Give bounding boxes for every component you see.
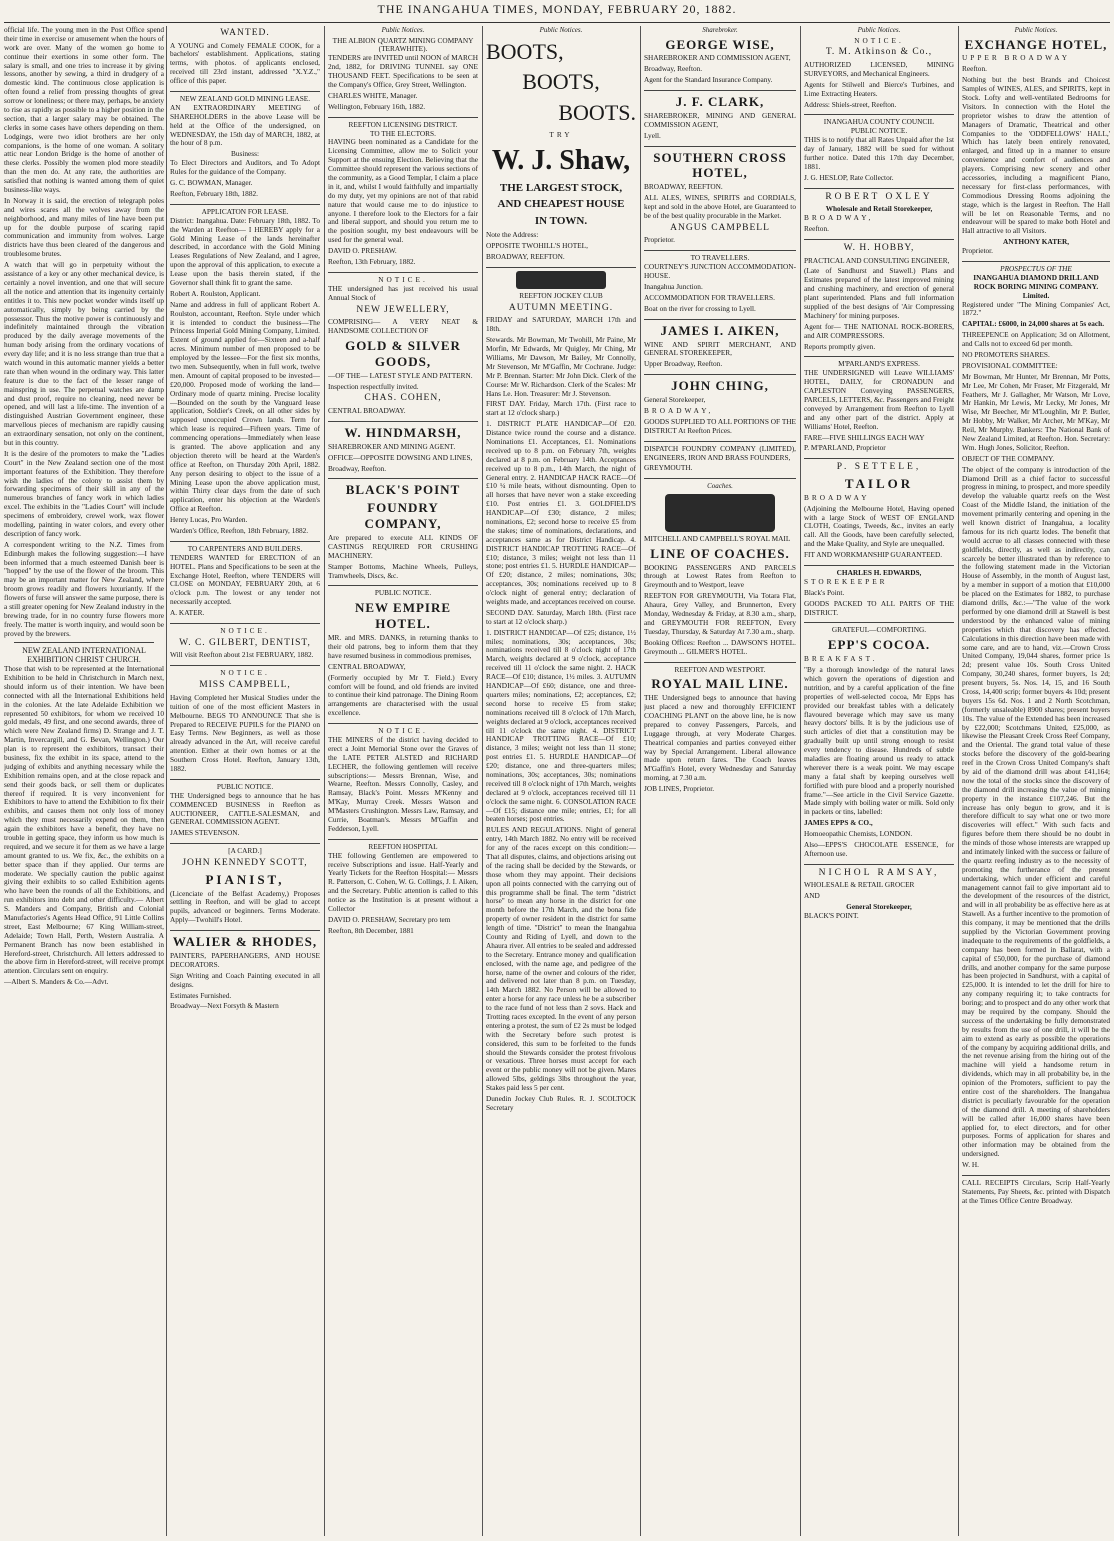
- ad-body: JAMES EPPS & CO.,: [804, 818, 873, 828]
- ad-body: RULES AND REGULATIONS. Night of general entry, 14th March 1882. No entry will be received for any of the races except on this condition:—That all disputes, claims, and objections arising out of the racing shall be decided by the Stewards, or those whom they may appoint. Their decisions upon all points connected with the carrying out of this programme shall be final. The term "district horse" to mean any horse in the district for one month before the 17th March, and the bona fide property of owner resident in the district for same length of time. "District" to mean the Inangahua County and Riding of Lyell, and down to the Ahaura river. All entries to be sealed and addressed to the Secretary. Entrance money and qualification enclosed, with the name age, and pedigree of the horse, name of the owner and colours of the rider, and delivered not later than 8 p.m. on Tuesday, 14th March 1882. No Person will be allowed to enter a horse for any race unless he be a subscriber to the race fund of not less than 2 sovs. Hack and Trotting races excepted. In the event of any person entering a protest, the sum of £2 2s must be lodged with the Secretary before such protest is considered, this sum to be forfeited to the funds should the Stewards consider the protest frivolous or vexatious. Three horses must accept for each event or the public money will not be given. Mares allowed 5lbs, geldings 3lbs throughout the year, Stakes paid less 5 per cent.: [486, 825, 636, 1093]
- advert: [328, 843, 478, 941]
- ad-title: BOOTS.: [558, 100, 636, 126]
- advert: [644, 254, 796, 319]
- advert: [170, 208, 320, 542]
- column-4: [486, 26, 636, 1536]
- ad-body: GOODS SUPPLIED TO ALL PORTIONS OF THE DISTRICT At Reefton Prices.: [644, 416, 796, 435]
- article-paragraph: A correspondent writing to the N.Z. Times from Edinburgh makes the following suggestion:—I have been informed that a much esteemed Danish beer is "hopped" by the use of the flower of the broom. This may be an important matter for New Zealand, where broom grows readily and flowers luxuriantly. If the flowers of furse will answer the same purpose, there is a still greater opening for New Zealand industry in the brewing trade, for in no country furse flowers more freely. The matter is worth inquiry, and would soon be proved by the brewers.: [4, 539, 164, 638]
- masthead: THE INANGAHUA TIMES, MONDAY, FEBRUARY 20, 1882.: [377, 2, 737, 16]
- ad-body: Will visit Reefton about 21st FEBRUARY, 1882.: [170, 650, 314, 660]
- ad-heading: PUBLIC NOTICE.: [216, 781, 274, 791]
- ad-subheading: FIRST DAY. Friday, March 17th. (First race to start at 12 o'clock sharp.): [486, 399, 636, 418]
- ad-title: EPP'S COCOA.: [827, 637, 931, 653]
- column-7: [962, 26, 1110, 1536]
- ad-subheading: PUBLIC NOTICE.: [850, 126, 908, 136]
- ad-signature: Dunedin Jockey Club Rules. R. J. SCOLTOCK Secretary: [486, 1094, 636, 1112]
- ad-body: Homoeopathic Chemists, LONDON.: [804, 829, 913, 839]
- ad-body: Registered under "The Mining Companies' Act, 1872.": [962, 299, 1110, 318]
- signature: —Albert S. Manders & Co.—Advt.: [4, 977, 109, 987]
- advert: [170, 847, 320, 931]
- ad-address: Broadway—Next Forsyth & Mastern: [170, 1001, 279, 1011]
- section-header: Coaches.: [707, 482, 733, 491]
- ad-title: NICHOL RAMSAY,: [818, 867, 940, 878]
- ad-title: EXCHANGE HOTEL,: [964, 36, 1108, 52]
- ad-heading: NEW ZEALAND GOLD MINING LEASE.: [179, 94, 311, 104]
- ad-title: ROBERT OXLEY: [825, 191, 933, 202]
- ad-title: PIANIST,: [205, 871, 285, 887]
- column-1: [4, 26, 164, 1536]
- ad-body: MITCHELL AND CAMPBELL'S ROYAL MAIL: [644, 533, 791, 543]
- ad-body: To Elect Directors and Auditors, and To Adopt Rules for the guidance of the Company.: [170, 158, 320, 177]
- article-paragraph: Those that wish to be represented at the International Exhibition to be held in Christchurch in March next, should inform us of their intention. We have been connected with all the International Exhibitions held in the colonies. At the late Adelaide Exhibition we represented 50 exhibitors, for whom we received 10 gold medals, 49 first, and one second awards, three of which were New Zealand firms) D. Strange and J. T. Martin, Invercargill, and G. Bevan, Wellington.) Our plan is to represent the exhibitors, transact their business, fix the exhibit in its space, attend to the judging of exhibits and anything necessary while the Exhibition remains open, and at the close repack and send their goods back, or sell them or duplicates thereof if required. It is very inconvenient for Exhibitors to have to attend the Exhibition to fix their exhibits, and causes them not only loss of money which they must necessarily expend on them, then again the exhibitors have a benefit, they have no trouble in getting space, they inform us how much is required, and we secure it for them as we have a large amount granted to us. We fix, &c., the exhibits on a better space than if they applied. Our terms are moderate. We specially caution the public against giving their exhibits to so called Exhibition agents who have been the rounds of all the Exhibitions, and run exhibitors into debt and other difficulty.— Albert S. Manders and Company, British and Colonial Manufactories's Agents Head Office, 91 Little Collins street, East Melbourne; 67 King William-street, Adelaide; Town Hall, Perth, Western Australia. A Permanent Branch has now been established in Hereford-street, Christchurch. All letters addressed to the above firm in Hereford-street, will receive prompt attention. Circulars sent on enquiry.: [4, 664, 164, 976]
- ad-heading: PUBLIC NOTICE.: [374, 588, 432, 598]
- advert: [804, 37, 954, 116]
- column-rule: [958, 26, 959, 1536]
- ad-body: Name and address in full of applicant Robert A. Roulston, accountant, Reefton. Style under which it is intended to conduct the business—The Princess Imperial Gold Mining Company, Limited. Extent of ground applied for—Sixteen and a-half acres. Minimum number of men proposed to be employed by the lessee—For the first six months, two men. Subsequently, when in full work, twelve men. Amount of capital proposed to be invested—£20,000. Proposed mode of working the land—Ordinary mode of quartz mining. Precise locality—Bounded on the south by the Vanguard lease application, Soldier's Creek, on all other sides by supposed unoccupied Crown lands. Term for which lease is required—Fifteen years. Time of commencing operations—Immediately when lease is granted. The above application and any objection thereto will be heard at the Warden's office at Reefton, on Thursday 20th April, 1882. Any person desiring to object to the issue of a Mining Lease upon the above application must, within Thirty clear days from the date of such application, enter his objection at the Warden's Office at Reefton.: [170, 299, 320, 514]
- ad-heading: REEFTON HOSPITAL: [368, 841, 438, 851]
- ad-body: BROADWAY,: [644, 405, 714, 415]
- ad-body: FRIDAY and SATURDAY, MARCH 17th and 18th.: [486, 315, 636, 334]
- ad-body: Agents for Stilwell and Bierce's Turbines, and Lime Extracting Heaters.: [804, 79, 954, 98]
- ad-body: DISPATCH FOUNDRY COMPANY (LIMITED), ENGINEERS, IRON AND BRASS FOUNDERS,: [644, 443, 796, 462]
- ad-body: Proprietor.: [644, 235, 676, 245]
- ad-title: FOUNDRY COMPANY,: [364, 500, 442, 532]
- ad-body: Lyell.: [644, 130, 661, 140]
- advert: [644, 445, 796, 480]
- ad-body: Boat on the river for crossing to Lyell.: [644, 303, 756, 313]
- ad-body: 1. DISTRICT HANDICAP—Of £25; distance, 1½ miles; nominations, 30s; acceptances, 30s; nominations received till 8 o'clock night of 17th March, weights declared at 9 o'clock, acceptance received till 11 o'clock the same night. 2. HACK RACE—Of £10; distance, 1½ miles. 3. AUTUMN HANDICAP—Of £60; distance, one and three-quarters miles; nominations, £2; acceptances, £2; second horse to receive £5 from stake; nominations received till 8 o'clock of 17th March, weights declared at 9 o'clock, acceptances received till 11 o'clock the same night. 4. DISTRICT HANDICAP TROTTING RACE—Of £10; distance, 3 miles; weight not less than 11 stone; post entries £1. 5. HURDLE HANDICAP—Of £20; distance, one and three-quarters miles; nominations, 30s; acceptances, 30s; nominations received till 8 o'clock night of 17th March, weights declared at 9 o'clock, acceptances received till 11 o'clock the same night. 6. CONSOLATION RACE—Of £15; distance one mile; entries, £1; for all beaten horses; post entries.: [486, 627, 636, 824]
- ad-heading: PROSPECTUS OF THE: [1000, 263, 1072, 273]
- ad-body: Also—EPPS'S CHOCOLATE ESSENCE, for Afternoon use.: [804, 840, 954, 858]
- ad-body: BROADWAY,: [804, 213, 874, 223]
- ad-heading: [A CARD.]: [228, 846, 262, 856]
- ad-title: W. C. GILBERT, DENTIST,: [179, 637, 311, 648]
- ad-heading: REEFTON LICENSING DISTRICT.: [348, 119, 458, 129]
- column-rule: [482, 26, 483, 1536]
- ad-title: NEW EMPIRE HOTEL.: [354, 600, 452, 632]
- ad-title: JOHN KENNEDY SCOTT,: [182, 858, 308, 869]
- advert: [328, 425, 478, 480]
- ad-signature: DAVID O. PRESHAW, Secretary pro tem: [328, 914, 451, 924]
- ad-body: BOOKING PASSENGERS AND PARCELS through at Lowest Rates from Reefton to Greymouth and to Westport, leave: [644, 562, 796, 590]
- ad-signature: ANGUS CAMPBELL: [670, 222, 770, 233]
- advert: [170, 627, 320, 666]
- ad-body: (Formerly occupied by Mr T. Field.) Every comfort will be found, and old friends are invited to continue their kind patronage. The Dining Room arrangements are characterised with the usual excellence.: [328, 672, 478, 718]
- ad-heading: TO CARPENTERS AND BUILDERS.: [187, 543, 303, 553]
- advert: [486, 39, 636, 268]
- ad-body: Estimates Furnished.: [170, 990, 232, 1000]
- ad-title: P. SETTELE,: [836, 462, 922, 473]
- ad-title: NEW JEWELLERY,: [356, 304, 450, 315]
- ad-title: THE LARGEST STOCK,: [499, 182, 623, 195]
- ad-body: THE MINERS of the district having decided to erect a Joint Memorial Stone over the Graves of the LATE PETER ALSTED and RICHARD LECHER, the following gentlemen will receive subscriptions:— Messrs Brennan, Wise, and Wearne, Reefton. Messrs Connolly, Casley, and Ramsay, Black's Point. Messrs M'Kenny and M'Kay, Murray Creek. Messrs Watson and M'Masters Crushington. Messrs Law, Ramsay, and Currie, Boatman's. Messrs M'Gaffin and Fedderson, Lyell.: [328, 734, 478, 833]
- ad-title: GEORGE WISE,: [665, 36, 775, 52]
- advert: [170, 28, 320, 92]
- ad-body: A YOUNG and Comely FEMALE COOK, for a bachelors' establishment. Applications, stating terms, with photos. of applicants enclosed, received till 23rd instant, addressed "X.Y.Z.," office of this paper.: [170, 40, 320, 86]
- ad-heading: NOTICE.: [378, 726, 428, 736]
- article-paragraph: It is the desire of the promoters to make the "Ladies Court" in the New Zealand section one of the most important features of the Exhibition. They therefore wish the ladies of the colony to assist them by forwarding specimens of their skill in any of the numerous branches of fancy work in which ladies excel. The exhibits in the "Ladies Court" will include specimens of embroidery, crewel work, wax flower modelling, painting in water colors, and every other description of fancy work.: [4, 448, 164, 538]
- ad-subheading: Business:: [231, 149, 259, 159]
- advert: [328, 37, 478, 118]
- ad-body: Sign Writing and Coach Painting executed in all designs.: [170, 970, 320, 989]
- ad-title: CHAS. COHEN,: [364, 393, 442, 404]
- ad-body: HAVING been nominated as a Candidate for the Licensing Committee, allow me to Solicit your Support at the ensuing Election. Believing that the Committee should represent the various sections of the community, as a Good Templar, I claim a place in it, and, whilst I would faithfully and impartially do my duty, yet my opinions are not of that rabid nature that would cause me to do injustice to anyone. I therefore look to the Electors for a fair and liberal support, and should you return me to the position sought, my best endeavours will be used for the general weal.: [328, 137, 478, 245]
- advert: [644, 378, 796, 441]
- ad-body: Broadway, Reefton.: [644, 64, 703, 74]
- advert: [962, 265, 1110, 1176]
- ad-title: MISS CAMPBELL,: [199, 680, 291, 691]
- ad-body: (Licenciate of the Belfast Academy,) Proposes settling in Reefton, and will be glad to accept pupils, advanced or beginners. Terms Moderate. Apply—Twohill's Hotel.: [170, 888, 320, 925]
- ad-body: Nothing but the best Brands and Choicest Samples of WINES, ALES, and SPIRITS, kept in Stock. Lofty and well-ventilated Bedrooms for Visitors. In connection with the Hotel the proprietor wishes to draw the attention of Managers of Dramatic, Theatrical and other Companies to the 'ODDFELLOWS' HALL,' Which has lately been entirely renovated, enlarged, and fitted up in a manner to ensure convenience and comfort of audiences and players. Comprising new scenery and other accessories, including a magnificent Piano, necessary for first-class performances, with Commodious Dressing Rooms adjoining the stage, which is the largest in Reefton. The Hall will be let on Reasonable Terms, and no endeavour will be spared to make both Hotel and Hall attractive to all Visitors.: [962, 75, 1110, 236]
- column-3: [328, 26, 478, 1536]
- ad-body: "By a thorough knowledge of the natural laws which govern the operations of digestion and nutrition, and by a careful application of the fine properties of well-selected cocoa, Mr Epps has provided our breakfast tables with a delicately flavoured beverage which may save us many heavy doctors' bills. It is by the judicious use of such articles of diet that a constitution may be gradually built up until strong enough to resist every tendency to disease. Hundreds of subtle maladies are floating around us ready to attack wherever there is a weak point. We may escape many a fatal shaft by keeping ourselves well fortified with pure blood and a properly nourished frame."—See article in the Civil Service Gazette. Made simply with boiling water or milk. Sold only in packets or tins, labelled:: [804, 665, 954, 817]
- racehorse-illustration: [516, 271, 606, 289]
- ad-body: WHOLESALE & RETAIL GROCER: [804, 880, 915, 890]
- advert: [804, 243, 954, 357]
- ad-title: J. F. CLARK,: [675, 94, 765, 110]
- section-header: Public Notices.: [857, 26, 901, 34]
- section-header: Public Notices.: [1014, 26, 1058, 34]
- ad-body: THE following Gentlemen are empowered to receive Subscriptions and issue. Half-Yearly and Yearly Tickets for the Reefton Hospital:— Messrs R. Patterson, C. Cohen, W. G. Collings, J. I. Aiken, and the Secretary. Public attention is called to this notice as the Institution is at present without a Collector: [328, 850, 478, 914]
- article-paragraph: In Norway it is said, the erection of telegraph poles and wires scares all the wolves away from the neighborhood, and many miles of line have been put up for the double purpose of scaring rapid communication and immunity from wolves. Large districts have thus been cleared of the dangerous and troublesome brutes.: [4, 195, 164, 259]
- ad-body: CALL RECEIPTS Circulars, Scrip Half-Yearly Statements, Pay Sheets, &c. printed with Dispatch at the Times Office Centre Broadway.: [962, 1178, 1110, 1205]
- ad-heading: THE ALBION QUARTZ MINING COMPANY (TERAWHITE).: [332, 35, 474, 54]
- ad-title: W. J. Shaw,: [491, 144, 631, 176]
- ad-body: PAINTERS, PAPERHANGERS, AND HOUSE DECORATORS.: [170, 950, 320, 969]
- ad-signature: W. H.: [962, 1160, 979, 1170]
- ad-subheading: OBJECT OF THE COMPANY.: [962, 453, 1055, 463]
- ad-body: (Late of Sandhurst and Stawell.) Plans and Estimates prepared of the latest improved mining and crushing machinery, and erection of general plant superintended. Plans and full information supplied of the best designs of 'Air Compressing Machinery' for mining purposes.: [804, 266, 954, 320]
- ad-date: Reefton, 13th February, 1882.: [328, 257, 416, 267]
- ad-body: UPPER BROADWAY: [962, 53, 1071, 63]
- ad-body: 1. DISTRICT PLATE HANDICAP—Of £20. Distance twice round the course and a distance. Nominations £1. Acceptances, £1. Nominations received up to 8 p.m. on February 7th, weights declared at 8 p.m. on February 14th. Acceptances received up to 8 p.m., 14th March, the night of General entry. 2. HANDICAP HACK RACE—Of £10 ¼ mile heats, without dismounting. Open to all horses that have never won a stake exceeding £10. Post entries £1. 3. GOLDFIELD'S HANDICAP—Of £30; distance, 2 miles; nominations, £2; second horse to receive £5 from the stakes; time of nominations, declarations, and acceptances same as for District Handicap. 4. DISTRICT HANDICAP TROTTING RACE—Of £10; distance, 3 miles; weight not less than 11 stone; post entries £1. 5. HURDLE HANDICAP—Of £20; distance, 2 miles; nominations, 30s; acceptances, 30s; nominations received up to 8 o'clock night of general entry; declaration of weights made, and acceptances received on course.: [486, 419, 636, 607]
- advert: [804, 868, 954, 926]
- section-header: Public Notices.: [539, 26, 583, 34]
- ad-body: Are prepared to execute ALL KINDS OF CASTINGS REQUIRED FOR CRUSHING MACHINERY.: [328, 533, 478, 560]
- advert: [962, 37, 1110, 262]
- ad-date: Reefton, 8th December, 1881: [328, 925, 414, 935]
- ad-heading: INANGAHUA COUNTY COUNCIL: [823, 117, 935, 127]
- ad-body: (Adjoining the Melbourne Hotel, Having opened with a large Stock of WEST OF ENGLAND CLOTH, Coatings, Tweeds, &c., invites an early call. All the Goods, have been carefully selected, and the Make Quality, and Style are unequalled.: [804, 503, 954, 549]
- ad-body: Reefton.: [962, 64, 987, 74]
- ad-body: BROADWAY, REEFTON.: [644, 182, 723, 192]
- ad-body: Address: Shiels-street, Reefton.: [804, 99, 897, 109]
- article-paragraph: official life. The young men in the Post Office spend their time in exercise or amusement when the hours of work are over. Many of the women go home to continue their exertions in some other form. The salary is small, and one tries to increase it by giving lessons, another by sewing, a third in drudgery of a domestic kind. The continuous close application is often found a relief from pressing thoughts of great sorrow or loneliness; or there may, perhaps, be anxiety to rise as rapidly as possible to a higher position in the section, that a larger salary may be obtained. The clerks in some cases have others depending on them. Lodgings, were two idiot brothers are her only companions, is the home of one woman. A solitary attic near London Bridge is the home of another of these clerks. Possibly the women plod more steadily than the men do. At any rate, the authorities are satisfied that nothing is wanted among them of quiet business-like ways.: [4, 26, 164, 195]
- ad-body: THE undersigned has just received his usual Annual Stock of: [328, 283, 478, 302]
- advert: [962, 1179, 1110, 1211]
- ad-body: Agent for the Standard Insurance Company.: [644, 75, 773, 85]
- advert: [644, 94, 796, 147]
- ad-title: CHARLES H. EDWARDS,: [836, 568, 922, 577]
- ad-body: TRY: [549, 130, 573, 140]
- ad-body: Reports promptly given.: [804, 341, 876, 351]
- ad-title: BLACK'S POINT: [345, 482, 461, 498]
- ad-body: GOODS PACKED TO ALL PARTS OF THE DISTRICT.: [804, 598, 954, 617]
- ad-title: AUTUMN MEETING.: [508, 302, 614, 313]
- ad-body: COMPRISING— A VERY NEAT & HANDSOME COLLECTION OF: [328, 317, 478, 336]
- ad-title: W. H. HOBBY,: [843, 242, 915, 253]
- ad-body: Stamper Bottoms, Machine Wheels, Pulleys, Tramwheels, Discs, &c.: [328, 561, 478, 580]
- ad-title: BOOTS,: [486, 38, 564, 64]
- ad-body: BLACK'S POINT.: [804, 911, 859, 921]
- ad-body: THREEPENCE on Application; 3d on Allotment, and Calls not to exceed 6d per month.: [962, 330, 1110, 349]
- ad-body: THE UNDERSIGNED will Leave WILLIAMS' HOTEL, DAILY, for CRONADUN and CAPLESTON Conveying PASSENGERS, PARCELS, LETTERS, &c. Passengers and Freight conveyed by Arrangement from Reefton to Lyell and any other part of the district. Apply at Williams' Hotel, Reefton.: [804, 368, 954, 431]
- advert: [170, 669, 320, 779]
- ad-body: NO PROMOTERS SHARES.: [962, 350, 1050, 359]
- advert: [170, 95, 320, 205]
- column-rule: [324, 26, 325, 1536]
- ad-body: OPPOSITE TWOHILL'S HOTEL,: [486, 241, 588, 251]
- ad-signature: DAVID O. PRESHAW.: [328, 246, 397, 256]
- ad-subheading: SECOND DAY. Saturday, March 18th. (First race to start at 12 o'clock sharp.): [486, 607, 636, 626]
- advert: [644, 150, 796, 252]
- ad-date: Reefton, February 18th, 1882.: [170, 188, 258, 198]
- ad-body: CENTRAL BROADWAY.: [328, 406, 406, 416]
- column-5: [644, 26, 796, 1536]
- ad-body: Mr Bowman, Mr Hunter, Mr Brennan, Mr Potts, Mr Lee, Mr Cohen, Mr Fraser, Mr Fitzgerald, Mr Feathers, Mr J. Gallagher, Mr Watson, Mr Love, Mr Hankin, Mr Lewis, Mr Lecky, Mr Jones, Mr Wise, Mr Beecher, Mr M'Loughlin, Mr P. Butler, Mr Hobby, Mr Walker, Mr Archer, Mr M'Kay, Mr Reil, Mr Murphy. Bankers: The National Bank of New Zealand Limited, at Reefton. Hon. Secretary: Wm. Hugh Jones, Solicitor, Reefton.: [962, 371, 1110, 452]
- ad-body: CENTRAL BROADWAY,: [328, 661, 406, 671]
- ad-title: WALIER & RHODES,: [172, 934, 318, 950]
- ad-title: ROYAL MAIL LINE.: [651, 676, 789, 692]
- ad-body: General Storekeeper,: [846, 902, 912, 912]
- ad-title: JAMES I. AIKEN,: [660, 322, 780, 338]
- ad-heading: NOTICE.: [220, 668, 270, 678]
- ad-body: Broadway, Reefton.: [328, 463, 387, 473]
- advert: [170, 934, 320, 1016]
- ad-body: FIT AND WORKMANSHIP GUARANTEED.: [804, 550, 943, 560]
- ad-body: GREYMOUTH.: [644, 463, 693, 473]
- ad-heading: M'PARLAND'S EXPRESS.: [838, 359, 920, 369]
- ad-body: ALL ALES, WINES, SPIRITS and CORDIALS, kept and sold in the above Hotel, are Guaranteed to be of the best quality procurable in the Market.: [644, 193, 796, 220]
- ad-heading: GRATEFUL—COMFORTING.: [831, 625, 927, 635]
- ad-title: T. M. Atkinson & Co.,: [825, 47, 933, 58]
- ad-heading: TO TRAVELLERS.: [690, 253, 750, 263]
- ad-title: IN TOWN.: [534, 214, 588, 227]
- ad-date: Warden's Office, Reefton, 18th February, 1882.: [170, 526, 309, 535]
- ad-signature: Robert A. Roulston, Applicant.: [170, 288, 261, 298]
- advert: [328, 482, 478, 586]
- ad-signature: A. KATER.: [170, 608, 205, 618]
- column-rule: [166, 26, 167, 1536]
- ad-heading: REEFTON JOCKEY CLUB: [519, 290, 603, 300]
- ad-body: TENDERS are INVITED until NOON of MARCH 2nd, 1882, for DRIVING TUNNEL say ONE THOUSAND FEET. Specifications to be seen at the Company's Office, Grey Street, Wellington.: [328, 53, 478, 89]
- column-6: [804, 26, 954, 1536]
- ad-signature: JAMES STEVENSON.: [170, 828, 240, 838]
- advert: [328, 121, 478, 273]
- ad-heading: REEFTON AND WESTPORT.: [674, 664, 766, 674]
- ad-date: Wellington, February 16th, 1882.: [328, 101, 426, 111]
- ad-title: W. HINDMARSH,: [344, 424, 462, 440]
- ad-body: District: Inangahua. Date: February 18th, 1882. To the Warden at Reefton— I HEREBY apply for a Gold Mining Lease of the lands hereinafter described, in accordance with the Gold Mining Leases Regulations of New Zealand, and I agree, upon the approval of this application, to execute a Lease upon the basis therein stated, if the Governor shall think fit to grant the same.: [170, 215, 320, 287]
- advert: [644, 323, 796, 376]
- article-heading: NEW ZEALAND INTERNATIONAL EXHIBITION CHRIST CHURCH.: [22, 645, 146, 665]
- ad-heading: WANTED.: [220, 28, 270, 38]
- ad-heading: NOTICE.: [378, 274, 428, 284]
- ad-title: Wholesale and Retail Storekeeper,: [825, 204, 933, 214]
- advert: [328, 276, 478, 422]
- ad-body: SHAREBROKER AND COMMISSION AGENT,: [644, 53, 791, 63]
- ad-body: AN EXTRAORDINARY MEETING of SHAREHOLDERS in the above Lease will be held at the Office of the undersigned, on WEDNESDAY, the 15th day of MARCH, 1882, at the hour of 8 p.m.: [170, 102, 320, 148]
- section-header: Public Notices.: [381, 26, 425, 34]
- ad-body: Inspection respectfully invited.: [328, 381, 419, 391]
- ad-heading: NOTICE.: [854, 35, 904, 45]
- ad-body: Reefton.: [804, 224, 829, 234]
- ad-title: TAILOR: [844, 475, 914, 491]
- ad-signature: JOB LINES, Proprietor.: [644, 784, 715, 794]
- ad-heading: APPLICATON FOR LEASE.: [201, 206, 289, 216]
- section-header: Sharebroker.: [702, 26, 738, 34]
- advert: [170, 783, 320, 844]
- advert: [804, 360, 954, 459]
- column-rule: [640, 26, 641, 1536]
- ad-body: WINE AND SPIRIT MERCHANT, AND GENERAL STOREKEEPER,: [644, 339, 796, 358]
- ad-body: PROVISIONAL COMMITTEE:: [962, 360, 1058, 370]
- advert: [804, 462, 954, 566]
- ad-title: JOHN CHING,: [671, 378, 769, 394]
- ad-body: MR. and MRS. DANKS, in returning thanks to their old patrons, beg to inform them that they have resumed business in commodious premises,: [328, 633, 478, 660]
- ad-title: BOOTS,: [522, 69, 600, 95]
- advert: [644, 494, 796, 663]
- ad-heading: NOTICE.: [220, 626, 270, 636]
- ad-body: BROADWAY, REEFTON.: [486, 252, 565, 262]
- advert: [328, 589, 478, 724]
- advert: [328, 727, 478, 840]
- ad-body: Booking Offices: Reefton ... DAWSON'S HOTEL. Greymouth ... GILMER'S HOTEL.: [644, 637, 796, 656]
- ad-signature: P. M'PARLAND, Proprietor: [804, 443, 886, 453]
- ad-body: AUTHORIZED LICENSED, MINING SURVEYORS, and Mechanical Engineers.: [804, 60, 954, 78]
- ad-body: Stewards. Mr Bowman, Mr Twohill, Mr Paine, Mr Morfin, Mr Edwards, Mr Quigley, Mr Ching, Mr Williams, Mr Dawson, Mr Bailey, Mr Connolly, Mr Stevenson, Mr M'Gaffin, Mr Cochrane. Judge: Mr P. Brennan. Starter: Mr John Dick. Clerk of the Course: Mr W. Richardson. Clerk of the Scales: Mr Hans Le. Hon. Treasurer: Mr J. Stevenson.: [486, 335, 636, 398]
- ad-body: THE Undersigned begs to announce that he has COMMENCED BUSINESS in Reefton as AUCTIONEER, CATTLE-SALESMAN, and GENERAL COMMISSION AGENT.: [170, 790, 320, 827]
- ad-title: AND CHEAPEST HOUSE: [497, 198, 625, 211]
- ad-title: GOLD & SILVER GOODS,: [345, 337, 461, 369]
- ad-body: Proprietor.: [962, 246, 994, 256]
- ad-body: FARE—FIVE SHILLINGS EACH WAY: [804, 432, 925, 442]
- advert: [644, 666, 796, 800]
- ad-body: THIS is to notify that all Rates Unpaid after the 1st day of January, 1882 will be sued for without further notice. Dated this 17th day December, 1881.: [804, 135, 954, 171]
- ad-body: OFFICE—OPPOSITE DOWSING AND LINES,: [328, 452, 473, 462]
- advert: [644, 37, 796, 92]
- ad-body: REEFTON FOR GREYMOUTH, Via Totara Flat, Ahaura, Grey Valley, and Brunnerton, Every Monday, Wednesday & Friday, at 8.30 a.m., sharp, and GREYMOUTH FOR REEFTON, Every Tuesday, Thursday, & Saturday At 7.30 a.m., sharp.: [644, 591, 796, 636]
- ad-title: INANGAHUA DIAMOND DRILL AND ROCK BORING MINING COMPANY. Limited.: [973, 272, 1099, 300]
- column-2: [170, 26, 320, 1536]
- article-paragraph: A watch that will go in perpetuity without the assistance of a key or any other mechanical device, is certainly a novel invention, and one that will secure all the notice and attention that its ingenuity certainly entitles it to. This new pocket wonder winds itself up automatically, simply by being carried by the possessor. Thus the motive power is continuously and indefinitely maintained through the vibration produced by the daily average movements of the human body arising from the ordinary vocations of every day life; and it is no less strange than true that a watch wound in this automatic manner yields a better rate than when wound in the ordinary way. This latter feature is due to the fact of the lesser range of mainspring in use. The perpetual watches are damp and dust proof, require no cleaning, need never be opened, and will last a life-time. The invention of a distinguished Austrian Government engineer, these marvellous pieces of mechanism are rapidly causing an extraordinary sensation, not only on the continent, but in this country.: [4, 260, 164, 447]
- column-rule: [800, 26, 801, 1536]
- advert: [804, 118, 954, 188]
- ad-body: Note the Address:: [486, 230, 539, 240]
- ad-body: ACCOMMODATION FOR TRAVELLERS.: [644, 292, 775, 302]
- masthead-rule: [4, 22, 1110, 23]
- advert: [804, 192, 954, 240]
- ad-body: AND: [804, 891, 820, 901]
- advert: [804, 626, 954, 864]
- coach-illustration: [665, 494, 775, 532]
- advert: [804, 569, 954, 623]
- ad-body: Having Completed her Musical Studies under the tuition of one of the most efficient Masters in Melbourne. BEGS TO ANNOUNCE That she is Prepared to RECEIVE PUPILS for the PIANO on Easy Terms. New Beginners, as well as those already advanced in the Art, will receive careful attention. Either at their own homes or at the Southern Cross Hotel. Reefton, January 13th, 1882.: [170, 692, 320, 773]
- divider: [14, 642, 154, 643]
- ad-signature: G. C. BOWMAN, Manager.: [170, 178, 253, 188]
- ad-signature: ANTHONY KATER,: [1002, 237, 1070, 247]
- ad-body: COURTNEY'S JUNCTION ACCOMMODATION-HOUSE.: [644, 262, 796, 281]
- ad-body: General Storekeeper,: [644, 395, 706, 405]
- ad-signature: Henry Lucas, Pro Warden.: [170, 515, 248, 525]
- ad-body: STOREKEEPER: [804, 576, 888, 586]
- ad-subheading: TO THE ELECTORS.: [370, 128, 436, 138]
- ad-body: Agent for— THE NATIONAL ROCK-BORERS, and AIR COMPRESSORS.: [804, 321, 954, 340]
- ad-body: BREAKFAST.: [804, 654, 878, 664]
- ad-body: SHAREBROKER AND MINING AGENT.: [328, 441, 456, 451]
- ad-body: Inangahua Junction.: [644, 282, 703, 292]
- ad-body: The object of the company is introduction of the Diamond Drill as a chief factor to successful progress in mining, to prospect, and more speedily develop the valuable quartz reefs on the West Coast of the Middle Island, the initiation of the movement primarily centering and opening in the well known district of Inangahua, a locality famous for its rich quartz lodes. The benefit that would accrue to all classes connected with these goldfields, directly, as well as indirectly, can scarcely be better illustrated than by reference to the following statement made in the Victorian House of Assembly, in the month of August last, by a member in support of a motion that £10,000 be placed on the Estimates for 1882, to purchase diamond drills, &c.:—"The value of the work performed by one diamond drill at Stawell is best understood by the enhanced value of mining properties which that discovery has effected. Calculations in this direction have been made with some care, and are to hand, viz.—Crown Cross United Company, 19,044 shares, former price 1s 2d; present value 10s. South Cross United Company, 30,240 shares, former buyers, 1s 2d; present buyers, 5s. Nos. 14, 15, and 16 South Cross, 14,400 scrip; former buyers 4s 10d; present buyers 15s 6d. Nos. 1 and 2 North Scotchman, (formerly unsaleable) 8900 shares; present buyers 10s. The value of the Extended has been increased by £22,000; Scotchmans United, £25,000, as likewise the Pleasant Creek Cross Reef Company, and the Oriental. The grand total value of these stocks before the discovery of the gold-bearing reef in the Crown Cross United Company's shaft by aid of the diamond drill was about £41,164; now the total of the stocks since the discovery of the diamond drill increasing the value of mining property in the instance £107,246. But the increase has only begun to grow, and it is therefore difficult to say what one or two more discoveries will effect." With such facts and figures before them there should be no doubt in the minds of those whose interests are wrapped up and intimately linked with the success or failure of the quartz reefing industry as to the necessity of promoting the furtherance of the present undertaking, which under efficient and careful management cannot fail to give important aid to the development of the resources of the district, and will in all probability be as effective here as at Stawell. As a further incentive to the promotion of this company, it may be mentioned that the drills supplied by the Victorian Government proving inadequate to the requirements of the goldfields, a company has been formed in Ballarat, with a capital of £50,000, for the purchase of diamond drills, and another company for the same purpose has been projected in Sandhurst, with a capital of £25,000. It is intended to let the drill for hire to any company requiring it; to take contracts for boring; and to prospect and do any other work that may be required by the company. Should the success of the undertaking be fully demonstrated by results from the use of one drill, it will be the aim to extend as early as possible the operations of the company by acquiring additional drills, and the net revenue arising from the hiring out of the machine will yield a handsome return in dividends, which may in all probability be, in the opinion of the Promoters, sufficient to pay the entire cost of the shareholders. The Inangahua district is peculiarly favourable for the operation of the diamond drill. A meeting of shareholders will be called after 16,000 shares have been applied for, to elect directors, and for other purposes. Forms of application for shares and other information may be obtained from the undersigned.: [962, 464, 1110, 1159]
- ad-signature: CHARLES WHITE, Manager.: [328, 90, 418, 100]
- ad-body: Black's Point.: [804, 587, 845, 597]
- ad-title: LINE OF COACHES.: [650, 545, 790, 561]
- ad-body: THE Undersigned begs to announce that having just placed a new and thoroughly EFFICIENT COACHING PLANT on the above line, he is now prepared to convey Passengers, Parcels, and Luggage through, at very Moderate Charges. Theatrical companies and parties conveyed either way by Special Arrangement. Liberal allowance made upon return fares. The Coach leaves M'Gaffin's Hotel, every Wednesday and Saturday morning, at 7.30 a.m.: [644, 693, 796, 783]
- ad-body: PRACTICAL AND CONSULTING ENGINEER,: [804, 255, 950, 265]
- ad-title: SOUTHERN CROSS HOTEL,: [653, 149, 787, 181]
- ad-body: —OF THE— LATEST STYLE AND PATTERN.: [328, 370, 473, 380]
- ad-signature: J. G. HESLOP, Rate Collector.: [804, 172, 894, 182]
- ad-body: SHAREBROKER, MINING AND GENERAL COMMISSION AGENT,: [644, 110, 796, 129]
- ad-body: BROADWAY: [804, 492, 870, 502]
- ad-body: Upper Broadway, Reefton.: [644, 359, 723, 369]
- ad-body: CAPITAL: £6000, in 24,000 shares at 5s each.: [962, 319, 1105, 329]
- ad-body: TENDERS WANTED for ERECTION of an HOTEL. Plans and Specifications to be seen at the Exchange Hotel, Reefton, where TENDERS will CLOSE on MONDAY, FEBRUARY 20th, at 6 o'clock p.m. The lowest or any tender not necessarily accepted.: [170, 552, 320, 607]
- advert: [486, 271, 636, 1118]
- advert: [170, 545, 320, 624]
